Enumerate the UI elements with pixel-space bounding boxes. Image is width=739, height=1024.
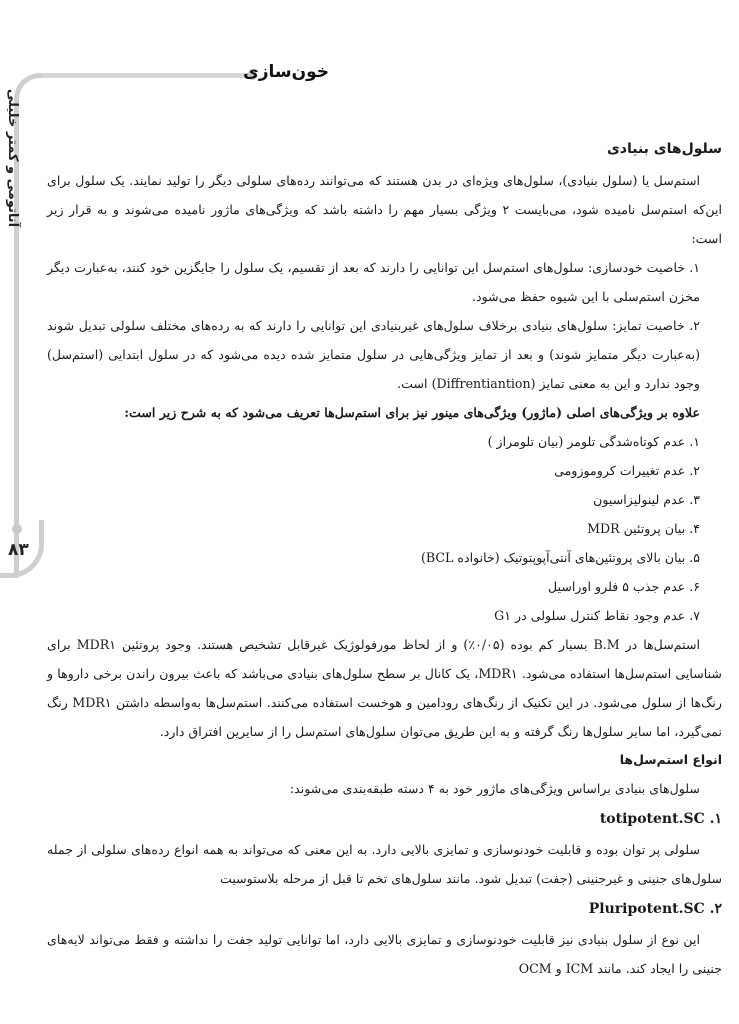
list-item: ۴. بیان پروتئین MDR	[587, 521, 700, 536]
intro-paragraph: استم‌سل یا (سلول بنیادی)، سلول‌های ویژه‌ای در بدن هستند که می‌توانند رده‌های سلولی دیگر را تولید نمایند. یک سلول برای این‌که استم‌سل نامیده شود، می‌بایست ۲ ویژگی بسیار مهم را داشته باشد که ویژگی‌های ماژور نامیده می‌شوند و به قرار زیر است:	[47, 173, 722, 246]
page-number: ۸۳	[8, 540, 29, 560]
types-title: انواع استم‌سل‌ها	[619, 752, 722, 767]
list-item: ۷. عدم وجود نقاط کنترل سلولی در G۱	[494, 608, 700, 623]
header-rule	[40, 73, 254, 78]
list-item: ۱. خاصیت خودسازی: سلول‌های استم‌سل این توانایی را دارند که بعد از تقسیم، یک سلول را جایگزین خود کنند، به‌عبارت دیگر مخزن استم‌سلی با این شیوه حفظ می‌شود.	[47, 260, 700, 304]
mdr-paragraph: استم‌سل‌ها در B.M بسیار کم بوده (۰/۰۵٪) و از لحاظ مورفولوژیک غیرقابل تشخیص هستند. وجود پروتئین MDR۱ برای شناسایی استم‌سل‌ها استفاده می‌شود. MDR۱، یک کانال بر سطح سلول‌های بنیادی می‌باشد که باعث بیرون راندن برخی داروها و رنگ‌ها از سلول می‌شود. در این تکنیک از رنگ‌های رودامین و هوخست استفاده می‌کنند. استم‌سل‌ها به‌واسطه داشتن MDR۱ رنگ نمی‌گیرد، اما سایر سلول‌ها رنگ گرفته و به این طریق می‌توان سلول‌های استم‌سل را از سایرین افتراق دارد.	[47, 637, 722, 739]
running-title: آناتومی و کمتر خلیلی	[5, 88, 20, 228]
minor-features-list	[47, 427, 722, 630]
list-item: ۵. بیان بالای پروتئین‌های آنتی‌آپوپتوتیک (خانواده BCL)	[421, 550, 700, 565]
section-title: سلول‌های بنیادی	[606, 141, 722, 157]
types-intro: سلول‌های بنیادی براساس ویژگی‌های ماژور خود به ۴ دسته طبقه‌بندی می‌شوند:	[289, 781, 700, 796]
type-text: این نوع از سلول بنیادی نیز قابلیت خودنوسازی و تمایزی بالایی دارد، اما توانایی تولید جفت را نداشته و فقط می‌تواند لایه‌های جنینی را ایجاد کند. مانند ICM و OCM	[47, 932, 722, 976]
list-item: ۲. خاصیت تمایز: سلول‌های بنیادی برخلاف سلول‌های غیربنیادی این توانایی را دارند که به رده‌های مختلف سلولی تبدیل شوند (به‌عبارت دیگر متمایز شوند) و بعد از تمایز ویژگی‌هایی در سلول متمایز شده دیده می‌شود که در سلول ابتدایی (استم‌سل) وجود ندارد و این به معنی تمایز (Diffrentiantion) است.	[47, 318, 700, 391]
type-heading: ۱. totipotent.SC	[599, 811, 722, 827]
type-heading: ۲. Pluripotent.SC	[588, 901, 722, 917]
spine-dot	[12, 524, 22, 534]
minor-intro: علاوه بر ویژگی‌های اصلی (ماژور) ویژگی‌های مینور نیز برای استم‌سل‌ها تعریف می‌شود که به شرح زیر است:	[124, 405, 700, 420]
list-item: ۲. عدم تغییرات کروموزومی	[554, 463, 700, 478]
list-item: ۶. عدم جذب ۵ فلرو اوراسیل	[548, 579, 700, 594]
type-text: سلولی پر توان بوده و قابلیت خودنوسازی و تمایزی بالایی دارد. به این معنی که می‌تواند به همه انواع رده‌های سلولی از جمله سلول‌های جنینی و غیرجنینی (جفت) تبدیل شود. مانند سلول‌های تخم تا قبل از مرحله بلاستوسیت	[47, 842, 722, 886]
list-item: ۱. عدم کوتاه‌شدگی تلومر (بیان تلومراز )	[487, 434, 700, 449]
major-features-list	[47, 253, 722, 398]
chapter-title: خون‌سازی	[243, 62, 329, 82]
list-item: ۳. عدم لینولیزاسیون	[593, 492, 700, 507]
main-content	[47, 136, 722, 983]
